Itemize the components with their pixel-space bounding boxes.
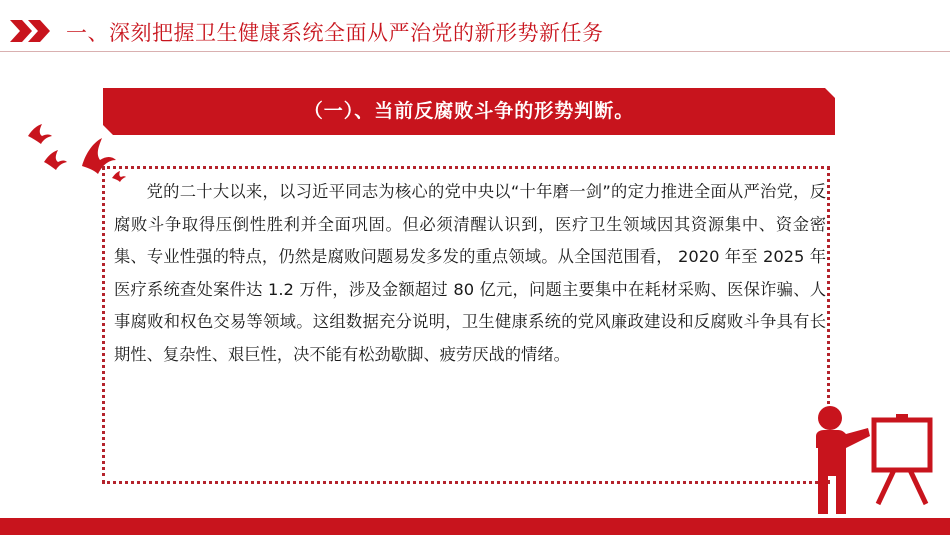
double-chevron-icon bbox=[0, 16, 60, 46]
header-divider bbox=[0, 51, 950, 52]
section-heading: （一）、当前反腐败斗争的形势判断。 bbox=[303, 100, 635, 122]
body-paragraph: 党的二十大以来，以习近平同志为核心的党中央以“十年磨一剑”的定力推进全面从严治党，反腐败斗争取得压倒性胜利并全面巩固。但必须清醒认识到，医疗卫生领域因其资源集中、资金密集、专业性强的特点，仍然是腐败问题易发多发的重点领域。从全国范围看， 2020 年至 2025 年医疗系统查处案件达 1.2 万件，涉及金额超过 80 亿元，问题主要集中在耗材采购、医保诈骗、人事腐败和权色交易等领域。这组数据充分说明，卫生健康系统的党风廉政建设和反腐败斗争具有长期性、复杂性、艰巨性，决不能有松劲歇脚、疲劳厌战的情绪。 bbox=[114, 182, 826, 364]
section-banner bbox=[103, 88, 835, 135]
page-title: 一、深刻把握卫生健康系统全面从严治党的新形势新任务 bbox=[66, 21, 604, 45]
footer-band bbox=[0, 518, 950, 535]
presenter-board-icon bbox=[808, 404, 936, 516]
